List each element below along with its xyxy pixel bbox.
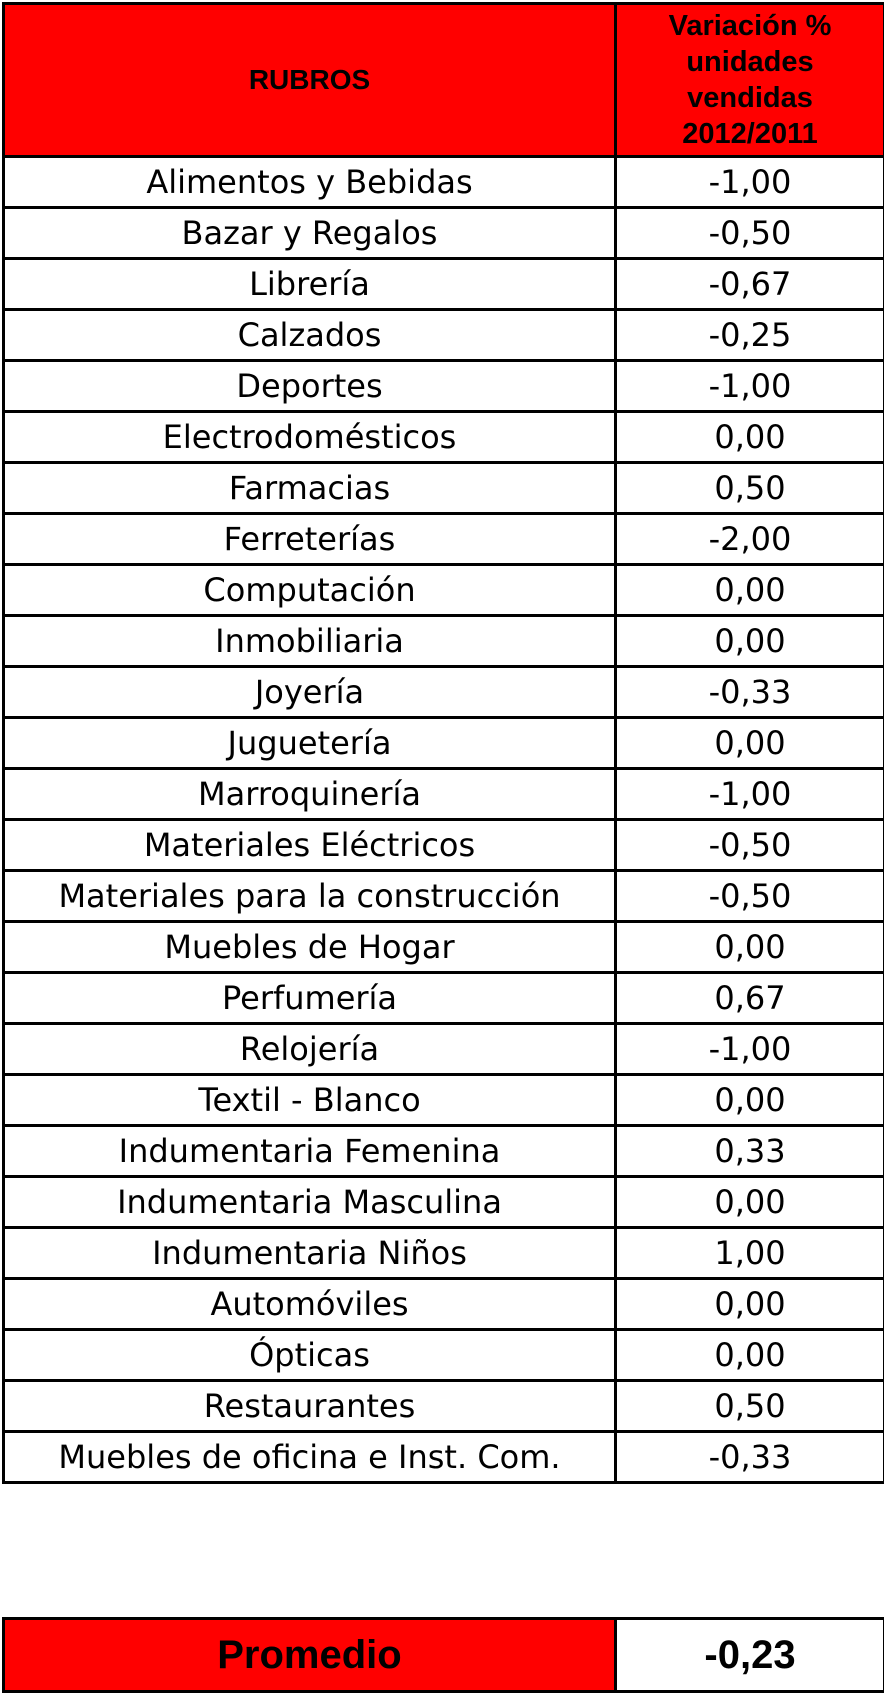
value-cell: -0,33 <box>616 1432 884 1483</box>
rubro-cell: Librería <box>4 259 616 310</box>
table-row <box>4 1279 884 1330</box>
rubro-cell: Indumentaria Masculina <box>4 1177 616 1228</box>
rubro-cell: Juguetería <box>4 718 616 769</box>
rubro-cell: Muebles de Hogar <box>4 922 616 973</box>
header-variacion <box>616 4 884 157</box>
rubro-cell: Electrodomésticos <box>4 412 616 463</box>
value-cell: 0,00 <box>616 1330 884 1381</box>
value-cell: -1,00 <box>616 1024 884 1075</box>
rubro-cell: Relojería <box>4 1024 616 1075</box>
table-row <box>4 1024 884 1075</box>
rubro-cell: Computación <box>4 565 616 616</box>
value-cell: 0,00 <box>616 412 884 463</box>
table-row <box>4 361 884 412</box>
rubro-cell: Muebles de oficina e Inst. Com. <box>4 1432 616 1483</box>
table-row <box>4 1228 884 1279</box>
value-cell: -0,50 <box>616 820 884 871</box>
rubro-cell: Marroquinería <box>4 769 616 820</box>
table-row <box>4 463 884 514</box>
rubro-cell: Calzados <box>4 310 616 361</box>
rubro-cell: Inmobiliaria <box>4 616 616 667</box>
value-cell: -1,00 <box>616 769 884 820</box>
promedio-table <box>2 1617 884 1693</box>
table-row <box>4 208 884 259</box>
rubro-cell: Deportes <box>4 361 616 412</box>
table-row <box>4 667 884 718</box>
table-row <box>4 1381 884 1432</box>
table-row <box>4 769 884 820</box>
value-cell: 0,00 <box>616 718 884 769</box>
table-row <box>4 973 884 1024</box>
value-cell: 0,50 <box>616 1381 884 1432</box>
rubro-cell: Joyería <box>4 667 616 718</box>
table-row <box>4 820 884 871</box>
value-cell: -0,67 <box>616 259 884 310</box>
value-cell: 0,00 <box>616 1075 884 1126</box>
table-row <box>4 871 884 922</box>
value-cell: -1,00 <box>616 157 884 208</box>
rubro-cell: Automóviles <box>4 1279 616 1330</box>
value-cell: -0,25 <box>616 310 884 361</box>
rubro-cell: Materiales Eléctricos <box>4 820 616 871</box>
table-row <box>4 157 884 208</box>
header-row <box>4 4 884 157</box>
value-cell: 0,00 <box>616 616 884 667</box>
value-cell: -2,00 <box>616 514 884 565</box>
value-cell: -1,00 <box>616 361 884 412</box>
value-cell: -0,50 <box>616 208 884 259</box>
rubro-cell: Bazar y Regalos <box>4 208 616 259</box>
table-row <box>4 616 884 667</box>
rubros-table <box>2 2 884 1484</box>
table-row <box>4 1432 884 1483</box>
promedio-row <box>4 1619 884 1692</box>
table-row <box>4 310 884 361</box>
promedio-value: -0,23 <box>616 1619 884 1692</box>
table-row <box>4 565 884 616</box>
value-cell: 1,00 <box>616 1228 884 1279</box>
rubro-cell: Ferreterías <box>4 514 616 565</box>
table-row <box>4 412 884 463</box>
rubro-cell: Alimentos y Bebidas <box>4 157 616 208</box>
value-cell: -0,33 <box>616 667 884 718</box>
rubro-cell: Ópticas <box>4 1330 616 1381</box>
table-row <box>4 1330 884 1381</box>
header-variacion-line: vendidas <box>687 82 813 114</box>
value-cell: -0,50 <box>616 871 884 922</box>
promedio-label: Promedio <box>4 1619 616 1692</box>
table-row <box>4 259 884 310</box>
header-rubros: RUBROS <box>4 4 616 157</box>
table-row <box>4 1075 884 1126</box>
value-cell: 0,67 <box>616 973 884 1024</box>
value-cell: 0,00 <box>616 565 884 616</box>
header-variacion-line: Variación % <box>668 10 832 42</box>
rubro-cell: Farmacias <box>4 463 616 514</box>
rubro-cell: Indumentaria Femenina <box>4 1126 616 1177</box>
rubro-cell: Indumentaria Niños <box>4 1228 616 1279</box>
value-cell: 0,33 <box>616 1126 884 1177</box>
header-variacion-line: unidades <box>686 46 814 78</box>
value-cell: 0,50 <box>616 463 884 514</box>
value-cell: 0,00 <box>616 922 884 973</box>
table-row <box>4 514 884 565</box>
table-row <box>4 718 884 769</box>
rubro-cell: Textil - Blanco <box>4 1075 616 1126</box>
rubro-cell: Perfumería <box>4 973 616 1024</box>
rubro-cell: Materiales para la construcción <box>4 871 616 922</box>
table-row <box>4 1126 884 1177</box>
table-row <box>4 1177 884 1228</box>
rubro-cell: Restaurantes <box>4 1381 616 1432</box>
table-row <box>4 922 884 973</box>
value-cell: 0,00 <box>616 1177 884 1228</box>
value-cell: 0,00 <box>616 1279 884 1330</box>
header-variacion-line: 2012/2011 <box>682 118 818 150</box>
